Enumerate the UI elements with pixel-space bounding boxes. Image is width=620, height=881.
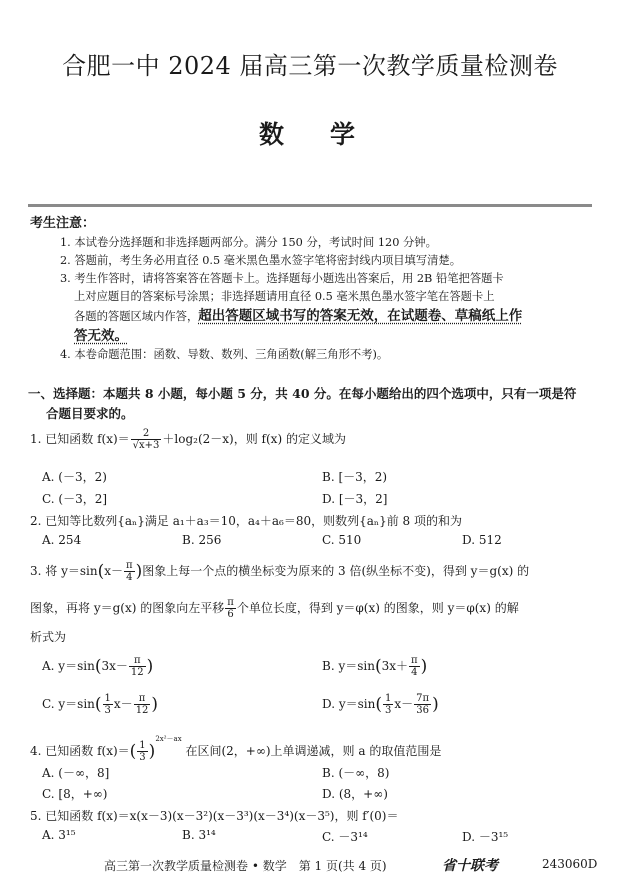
q2-option-b: B. 256 [182,533,222,547]
divider [28,204,592,207]
q3-d-num: 7π [416,693,430,704]
q3-c-frac1 [103,693,113,716]
question-4 [30,734,441,763]
q1-fraction [131,428,162,451]
q1-numerator: 2 [131,428,162,440]
q3-d-pre: D. y＝sin [322,697,376,711]
q3-d-frac2 [414,693,431,716]
paren-right: ) [420,656,428,677]
q3-c-in: x－ [113,697,133,711]
q5-option-d: D. －3¹⁵ [462,830,509,844]
notice-item-3-line-3 [74,304,522,324]
exam-title: 合肥一中 2024 届高三第一次教学质量检测卷 [62,52,558,80]
q5-option-b: B. 3¹⁴ [182,828,216,842]
q3-option-a [42,655,153,678]
q1-option-b: B. [－3，2) [322,470,388,484]
q3-frac2-den: 6 [227,609,234,620]
q3-a-num: π [129,655,146,667]
q3-c-pre: C. y＝sin [42,697,95,711]
q3-frac2-num: π [227,597,234,608]
paren-right: ) [146,656,154,677]
notice-item-4: 4. 本卷命题范围：函数、导数、数列、三角函数(解三角形不考)。 [60,348,389,361]
q3-frac1-den: 4 [126,572,133,583]
footer-text: 高三第一次教学质量检测卷 • 数学 第 1 页(共 4 页) [104,859,387,873]
paren-right: ) [432,694,439,715]
q3-b-den: 4 [411,667,418,678]
notice-heading: 考生注意： [30,216,96,231]
question-2: 2. 已知等比数列{aₙ}满足 a₁＋a₃＝10，a₄＋a₆＝80，则数列{aₙ}前 8 项的和为 [30,514,462,528]
question-5: 5. 已知函数 f(x)＝x(x－3)(x－3²)(x－3³)(x－3⁴)(x－3⁵)，则 f′(0)＝ [30,809,399,823]
q3-b-pre: B. y＝sin [322,659,375,673]
paren-right: ) [148,741,156,762]
q3-text-c: 图象上每一个点的横坐标变为原来的 3 倍(纵坐标不变)，得到 y＝g(x) 的 [142,564,530,578]
q2-option-d: D. 512 [462,533,502,547]
q4-den: 3 [139,752,146,763]
q3-a-den: 12 [130,667,144,678]
q3-d-den: 36 [416,705,429,716]
q1-stem-b: ＋log₂(2－x)，则 f(x) 的定义域为 [162,432,346,446]
section-heading-line-2: 合题目要求的。 [46,406,134,421]
q1-option-a: A. (－3，2) [42,470,107,484]
q2-option-a: A. 254 [42,533,82,547]
q3-text-e: 个单位长度，得到 y＝φ(x) 的图象，则 y＝φ(x) 的解 [236,601,519,615]
section-heading: 一、选择题：本题共 8 小题，每小题 5 分，共 40 分。在每小题给出的四个选项中，只有一项是符 [28,386,577,401]
question-3-line-2 [30,597,519,620]
q3-frac1-num: π [126,560,133,571]
q4-option-c: C. [8，+∞) [42,787,108,801]
q3-c-frac2 [134,693,151,716]
q3-option-b [322,655,427,678]
paren-left: ( [94,656,102,677]
q3-text-b: x－ [104,564,124,578]
q1-stem-a: 1. 已知函数 f(x)＝ [30,432,130,446]
q3-c-den1: 3 [104,705,111,716]
q3-fraction-2 [225,597,236,620]
paren-left: ( [374,656,382,677]
q3-text-a: 3. 将 y＝sin [30,564,98,578]
q1-option-d: D. [－3，2] [322,492,388,506]
q3-option-d [322,693,439,716]
q3-a-in: 3x－ [101,659,128,673]
paren-left: ( [375,694,382,715]
subject-title: 数学 [258,120,401,149]
q4-num: 1 [139,740,146,751]
q3-b-num: π [411,655,418,666]
q3-text-d: 图象，再将 y＝g(x) 的图象向左平移 [30,601,225,615]
q3-b-frac [409,655,420,678]
q3-d-frac1 [383,693,393,716]
q1-option-c: C. (－3，2] [42,492,108,506]
q3-b-in: 3x＋ [381,659,408,673]
question-1 [30,428,346,451]
q3-option-c [42,693,158,716]
notice-item-3: 3. 考生作答时，请将答案答在答题卡上。选择题每小题选出答案后，用 2B 铅笔把答题卡 [60,272,504,285]
q1-denominator: √x+3 [132,440,160,451]
q5-option-c: C. －3¹⁴ [322,830,368,844]
notice-item-3-line-4: 答无效。 [74,328,128,344]
paren-right: ) [151,694,159,715]
notice-item-3-line-2: 上对应题目的答案标号涂黑；非选择题请用直径 0.5 毫米黑色墨水签字笔在答题卡上 [74,290,495,303]
q3-d-num1: 1 [384,693,392,704]
notice-item-2: 2. 答题前，考生务必用直径 0.5 毫米黑色墨水签字笔将密封线内项目填写清楚。 [60,254,462,267]
q3-a-frac [129,655,146,678]
notice-emphasis: 超出答题区域书写的答案无效，在试题卷、草稿纸上作 [198,308,523,324]
q3-fraction-1 [124,560,135,583]
q3-a-pre: A. y＝sin [42,659,95,673]
q3-d-den1: 3 [384,705,392,716]
q3-c-num1: 1 [104,693,111,704]
notice-item-3-line-3-text: 各题的答题区域内作答， [74,310,199,323]
paren-left: ( [97,561,105,582]
question-3-line-3: 析式为 [30,630,67,644]
q2-option-c: C. 510 [322,533,362,547]
footer-code: 243060D [542,857,598,871]
q3-c-num: π [134,693,151,705]
paren-right: ) [135,561,143,582]
q3-c-den: 12 [135,705,149,716]
q4-option-a: A. (－∞，8] [42,766,110,780]
q4-exponent: 2x²－ax [155,735,182,743]
q5-option-a: A. 3¹⁵ [42,828,76,842]
paren-left: ( [129,741,137,762]
q4-option-b: B. (－∞，8) [322,766,390,780]
q4-stem-a: 4. 已知函数 f(x)＝ [30,744,130,758]
q3-d-in: x－ [394,697,414,711]
notice-item-1: 1. 本试卷分选择题和非选择题两部分。满分 150 分，考试时间 120 分钟。 [60,236,437,249]
paren-left: ( [94,694,102,715]
q4-option-d: D. (8，+∞) [322,787,388,801]
footer-seal: 省十联考 [442,858,498,874]
q4-fraction [137,740,147,763]
q4-stem-b: 在区间(2，+∞)上单调递减，则 a 的取值范围是 [185,744,442,758]
question-3 [30,560,529,583]
